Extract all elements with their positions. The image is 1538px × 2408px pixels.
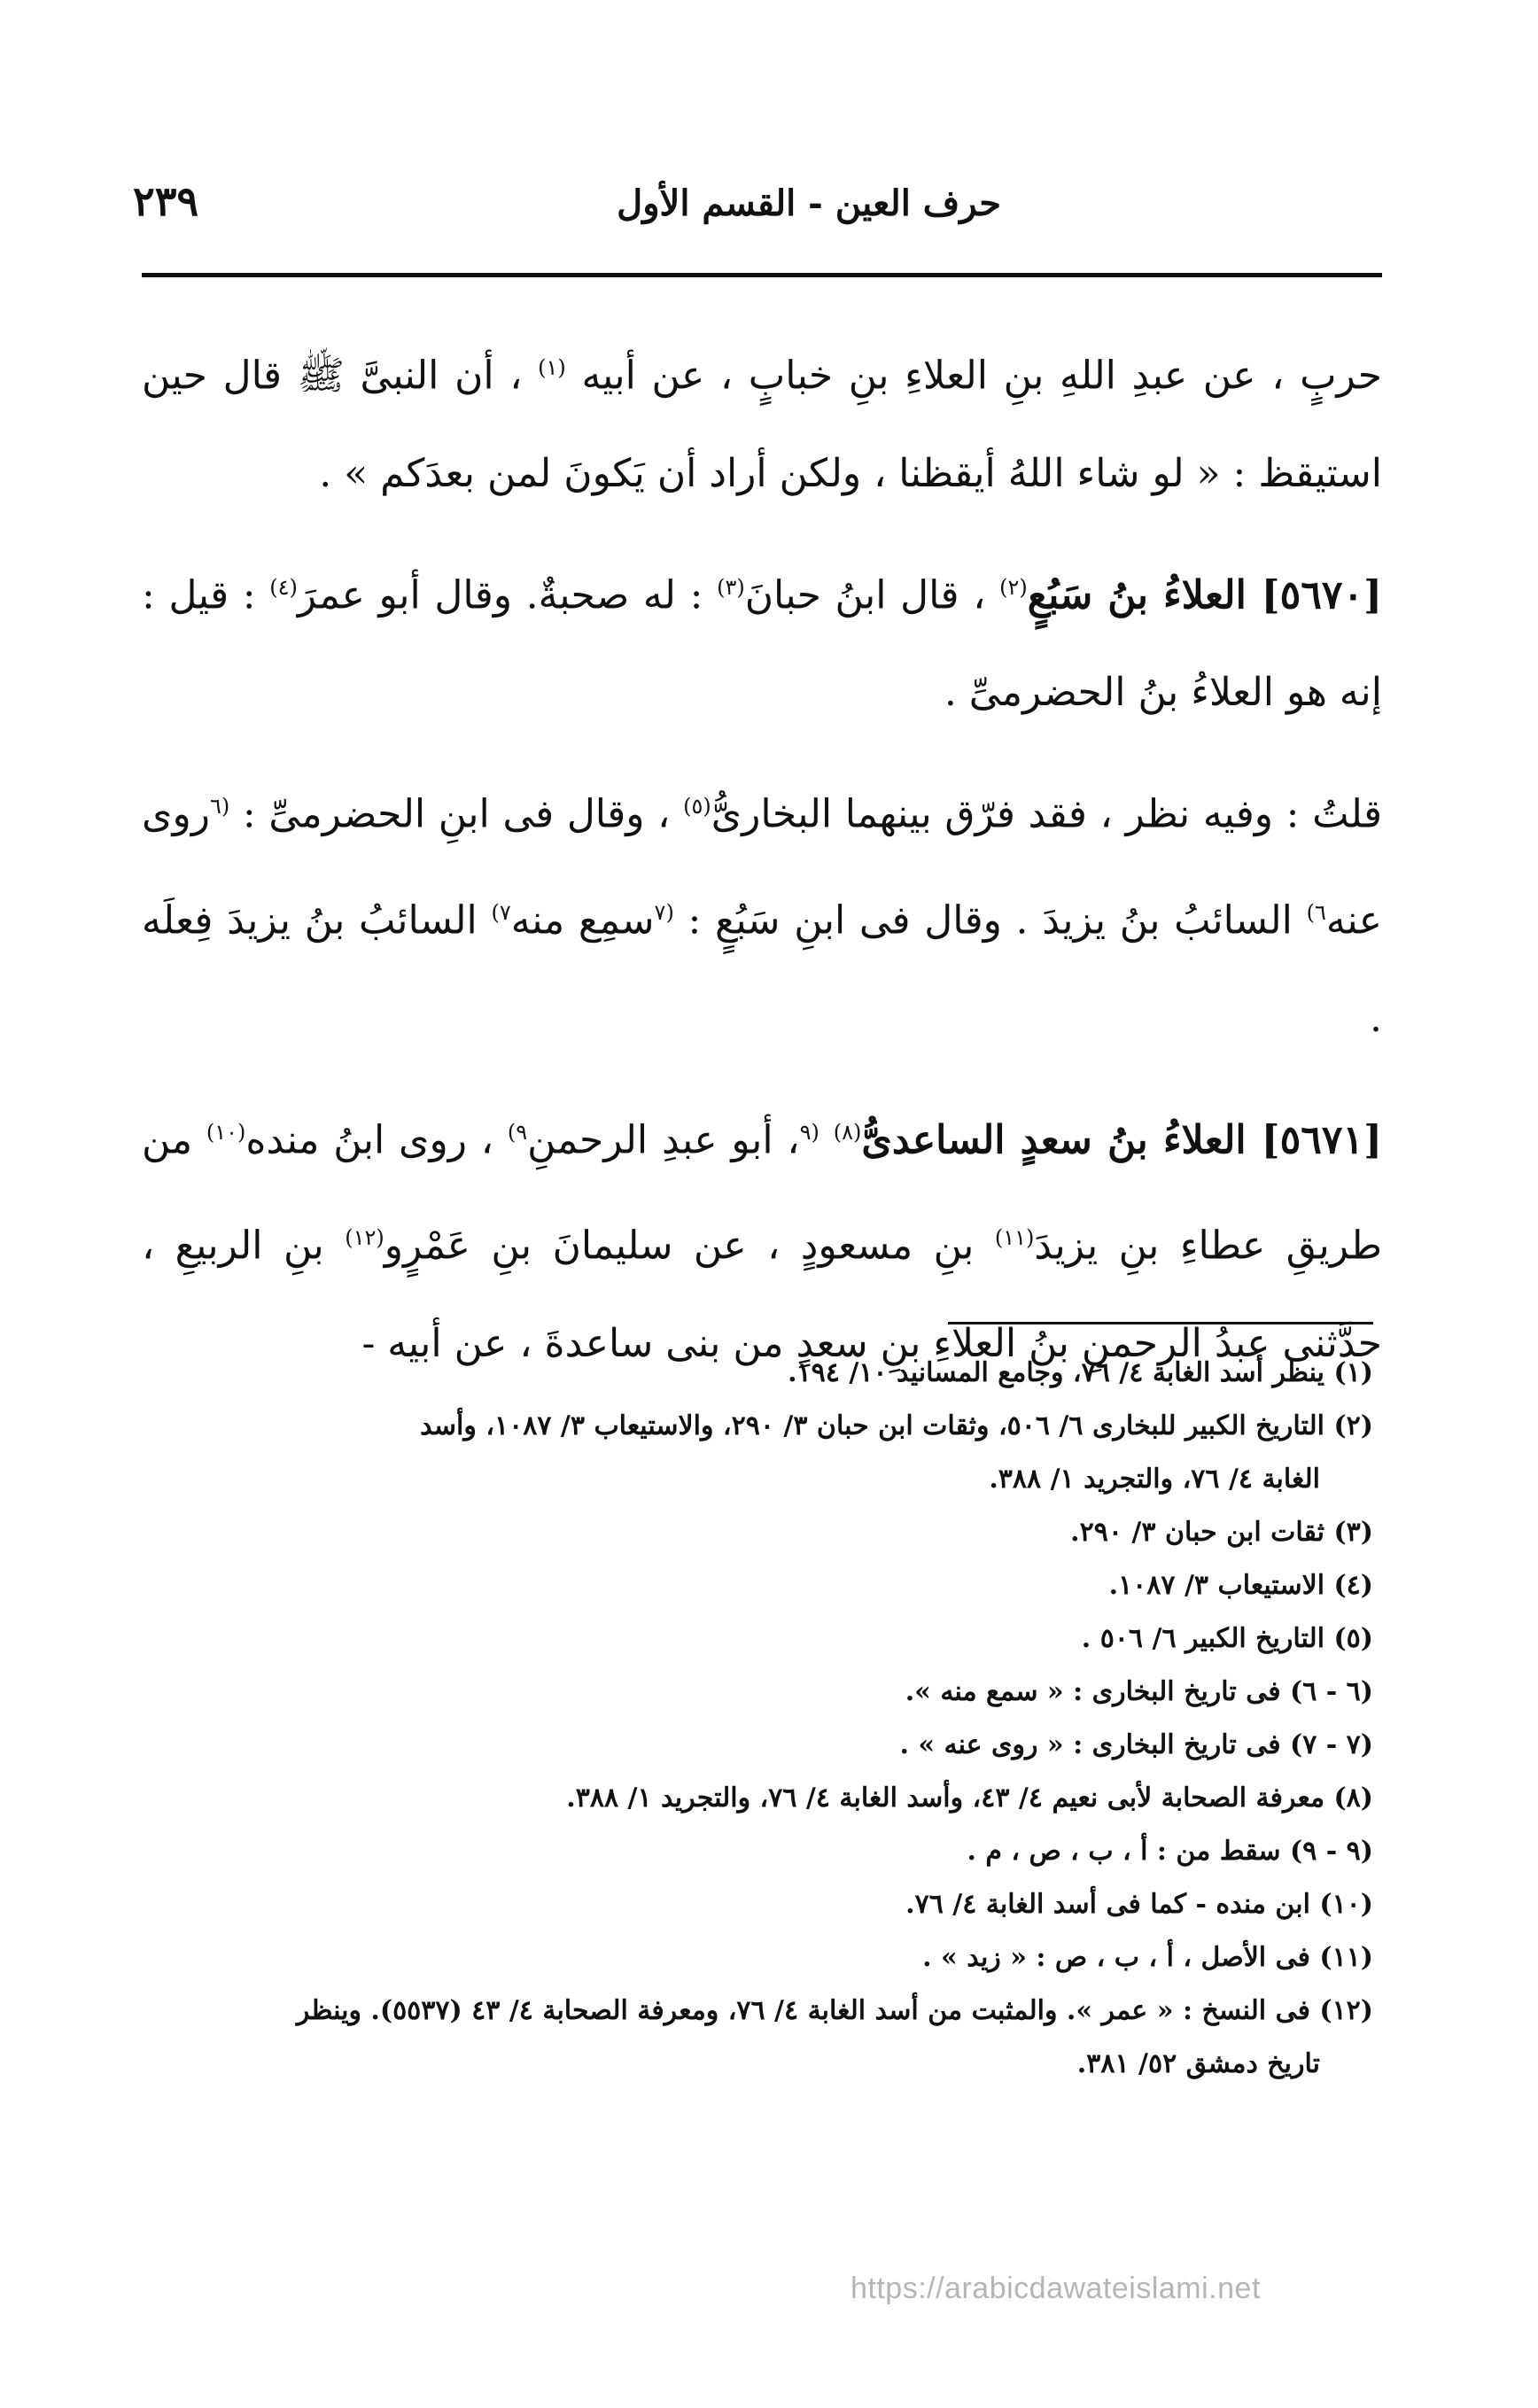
footnote: (٥) التاريخ الكبير ٦/ ٥٠٦ . <box>1081 1623 1373 1654</box>
footnote-ref: (٩ <box>799 1119 819 1145</box>
text: ، روى ابنُ منده <box>245 1117 493 1163</box>
text: حربٍ ، عن عبدِ اللهِ بنِ العلاءِ بنِ خبابٍ ، عن أبيه <box>581 353 1382 399</box>
text: ، أبو عبدِ الرحمنِ <box>527 1117 800 1163</box>
footnote-separator <box>948 1322 1373 1324</box>
footnote-ref: (٨) <box>833 1119 862 1145</box>
footnote: (٧ - ٧) فى تاريخ البخارى : « روى عنه » . <box>899 1729 1373 1760</box>
text: ، وقال فى ابنِ الحضرمىِّ : <box>242 791 671 837</box>
entry-heading: [٥٦٧٠] العلاءُ بنُ سَبُعٍ <box>1027 572 1382 618</box>
footnote-ref: (٥) <box>683 794 711 819</box>
footnote: (٨) معرفة الصحابة لأبى نعيم ٤/ ٤٣، وأسد الغابة ٤/ ٧٦، والتجريد ١/ ٣٨٨. <box>566 1783 1373 1814</box>
footnote-ref: (١) <box>538 355 566 380</box>
text: السائبُ بنُ يزيدَ . وقال فى ابنِ سَبُعٍ : <box>687 897 1293 944</box>
footnote-ref: (١٢) <box>345 1225 384 1251</box>
text: السائبُ بنُ يزيدَ فِعلَه . <box>142 897 1382 1041</box>
paragraph-1 <box>142 319 1382 523</box>
footnote-continuation: تاريخ دمشق ٥٢/ ٣٨١. <box>1076 2048 1320 2079</box>
footnote-ref: (١١) <box>994 1225 1035 1251</box>
text: روى عنه <box>142 791 1382 944</box>
entry-heading: [٥٦٧١] العلاءُ بنُ سعدٍ الساعدىُّ <box>861 1117 1382 1163</box>
footnote: (١٢) فى النسخ : « عمر ». والمثبت من أسد الغابة ٤/ ٧٦، ومعرفة الصحابة ٤/ ٤٣ (٥٥٣٧). وينظر <box>296 1995 1373 2026</box>
watermark-url: https://arabicdawateislami.net <box>851 2272 1261 2305</box>
entry-5670 <box>142 539 1382 742</box>
footnote-ref: (٤) <box>269 574 298 600</box>
footnote-ref: ٩) <box>507 1119 528 1145</box>
text: من طريقِ عطاءِ بنِ يزيدَ <box>142 1117 1382 1269</box>
text: : له صحبةٌ. وقال أبو عمرَ <box>297 572 703 618</box>
text: سمِع منه <box>510 897 655 944</box>
footnote-ref: ٧) <box>491 899 511 925</box>
text: : قيل : إنه هو العلاءُ بنُ الحضرمىِّ . <box>142 572 1382 716</box>
footnote: (٣) ثقات ابن حبان ٣/ ٢٩٠. <box>1070 1517 1373 1548</box>
footnote-continuation: الغابة ٤/ ٧٦، والتجريد ١/ ٣٨٨. <box>989 1464 1320 1495</box>
footnote-ref: ٦) <box>1306 899 1326 925</box>
footnote: (٩ - ٩) سقط من : أ ، ب ، ص ، م . <box>967 1836 1373 1867</box>
footnote: (١٠) ابن منده - كما فى أسد الغابة ٤/ ٧٦. <box>905 1889 1373 1920</box>
footnote-ref: (٦ <box>209 794 230 819</box>
footnote: (٤) الاستيعاب ٣/ ١٠٨٧. <box>1108 1570 1373 1601</box>
footnote: (٢) التاريخ الكبير للبخارى ٦/ ٥٠٦، وثقات ابن حبان ٣/ ٢٩٠، والاستيعاب ٣/ ١٠٨٧، وأسد <box>420 1410 1373 1441</box>
commentary-paragraph <box>142 757 1382 1067</box>
main-text <box>142 319 1382 1409</box>
text: بنِ مسعودٍ ، عن سليمانَ بنِ عَمْرٍو <box>384 1223 975 1269</box>
header-rule <box>142 273 1382 277</box>
footnote: (١) ينظر أسد الغابة ٤/ ٧٦، وجامع المسانيد ١٠/ ١٩٤. <box>788 1357 1373 1388</box>
text: ، أن النبىَّ ﷺ قال حين استيقظ : « لو شاء اللهُ أيقظنا ، ولكن أراد أن يَكونَ لمن بعدَكم » . <box>142 353 1382 496</box>
footnote-ref: (٧ <box>654 899 674 925</box>
footnotes <box>159 1347 1373 2091</box>
text: بنِ الربيعِ ، حدَّثنى عبدُ الرحمنِ بنُ العلاءِ بنِ سعدٍ من بنى ساعدةَ ، عن أبيه - <box>142 1223 1382 1366</box>
running-title: حرف العين - القسم الأول <box>617 183 1001 224</box>
text: ، قال ابنُ حبانَ <box>744 572 986 618</box>
footnote-ref: (١٠) <box>206 1119 246 1145</box>
footnote-ref: (٢) <box>999 574 1028 600</box>
footnote: (٦ - ٦) فى تاريخ البخارى : « سمع منه ». <box>905 1676 1373 1707</box>
footnote-ref: (٣) <box>717 574 745 600</box>
page-header <box>133 177 1391 248</box>
footnote: (١١) فى الأصل ، أ ، ب ، ص : « زيد » . <box>922 1942 1373 1973</box>
page-number: ٢٣٩ <box>133 177 199 225</box>
text: قلتُ : وفيه نظر ، فقد فرّق بينهما البخارىُّ <box>711 791 1382 837</box>
